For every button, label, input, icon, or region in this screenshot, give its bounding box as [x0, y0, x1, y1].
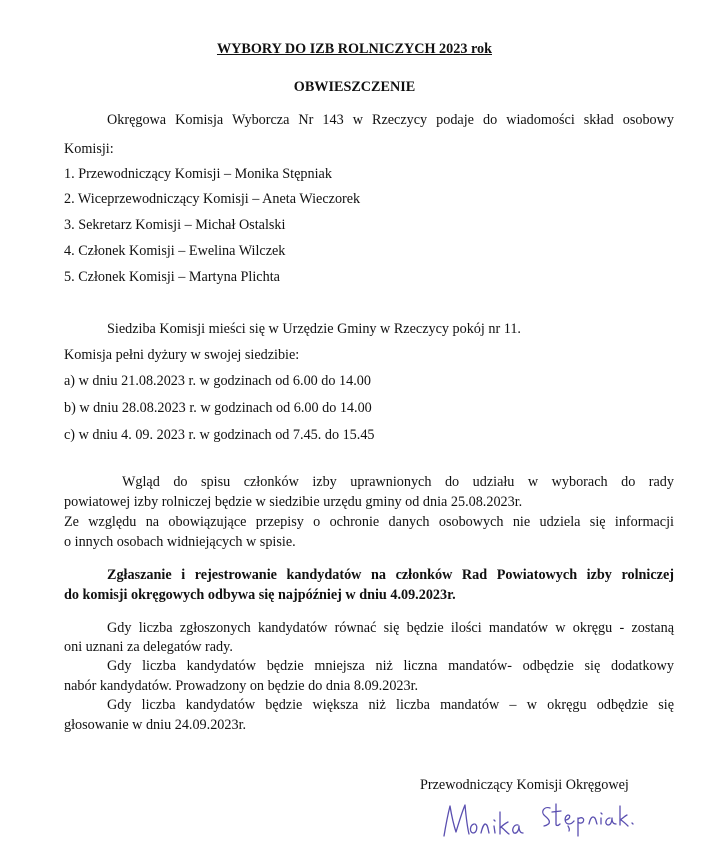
rules-line: Gdy liczba kandydatów będzie mniejsza niż liczna mandatów- odbędzie się dodatkowy	[107, 658, 674, 674]
duty-item: b) w dniu 28.08.2023 r. w godzinach od 6.00 do 14.00	[64, 400, 372, 416]
duty-item: c) w dniu 4. 09. 2023 r. w godzinach od 7.45. do 15.45	[64, 427, 375, 443]
voters-list-line: Ze względu na obowiązujące przepisy o ochronie danych osobowych nie udziela się informacji	[64, 514, 674, 530]
member-item: 2. Wiceprzewodniczący Komisji – Aneta Wieczorek	[64, 191, 361, 207]
voters-list-line: Wgląd do spisu członków izby uprawnionych do udziału w wyborach do rady	[122, 474, 674, 490]
seat-info: Siedziba Komisji mieści się w Urzędzie Gminy w Rzeczycy pokój nr 11.	[107, 321, 521, 337]
intro-line-2: Komisji:	[64, 141, 114, 157]
member-item: 4. Członek Komisji – Ewelina Wilczek	[64, 243, 286, 259]
voters-list-line: powiatowej izby rolniczej będzie w siedzibie urzędu gminy od dnia 25.08.2023r.	[64, 494, 523, 510]
document-title: WYBORY DO IZB ROLNICZYCH 2023 rok	[216, 41, 492, 57]
voters-list-line: o innych osobach widniejących w spisie.	[64, 534, 296, 550]
document-heading: OBWIESZCZENIE	[293, 79, 416, 95]
member-item: 3. Sekretarz Komisji – Michał Ostalski	[64, 217, 286, 233]
registration-line: do komisji okręgowych odbywa się najpóźniej w dniu 4.09.2023r.	[64, 587, 456, 603]
signatory-title: Przewodniczący Komisji Okręgowej	[420, 777, 629, 793]
duty-item: a) w dniu 21.08.2023 r. w godzinach od 6.00 do 14.00	[64, 373, 371, 389]
member-item: 5. Członek Komisji – Martyna Plichta	[64, 269, 280, 285]
registration-line: Zgłaszanie i rejestrowanie kandydatów na członków Rad Powiatowych izby rolniczej	[107, 567, 674, 583]
rules-line: głosowanie w dniu 24.09.2023r.	[64, 717, 247, 733]
rules-line: nabór kandydatów. Prowadzony on będzie do dnia 8.09.2023r.	[64, 678, 419, 694]
member-item: 1. Przewodniczący Komisji – Monika Stępniak	[64, 166, 332, 182]
intro-line-1: Okręgowa Komisja Wyborcza Nr 143 w Rzeczycy podaje do wiadomości skład osobowy	[107, 112, 674, 128]
duty-intro: Komisja pełni dyżury w swojej siedzibie:	[64, 347, 300, 363]
handwritten-signature	[438, 796, 658, 846]
rules-line: Gdy liczba kandydatów będzie większa niż liczba mandatów – w okręgu odbędzie się	[107, 697, 674, 713]
rules-line: Gdy liczba zgłoszonych kandydatów równać się będzie ilości mandatów w okręgu - zostaną	[107, 620, 674, 636]
rules-line: oni uznani za delegatów rady.	[64, 639, 233, 655]
